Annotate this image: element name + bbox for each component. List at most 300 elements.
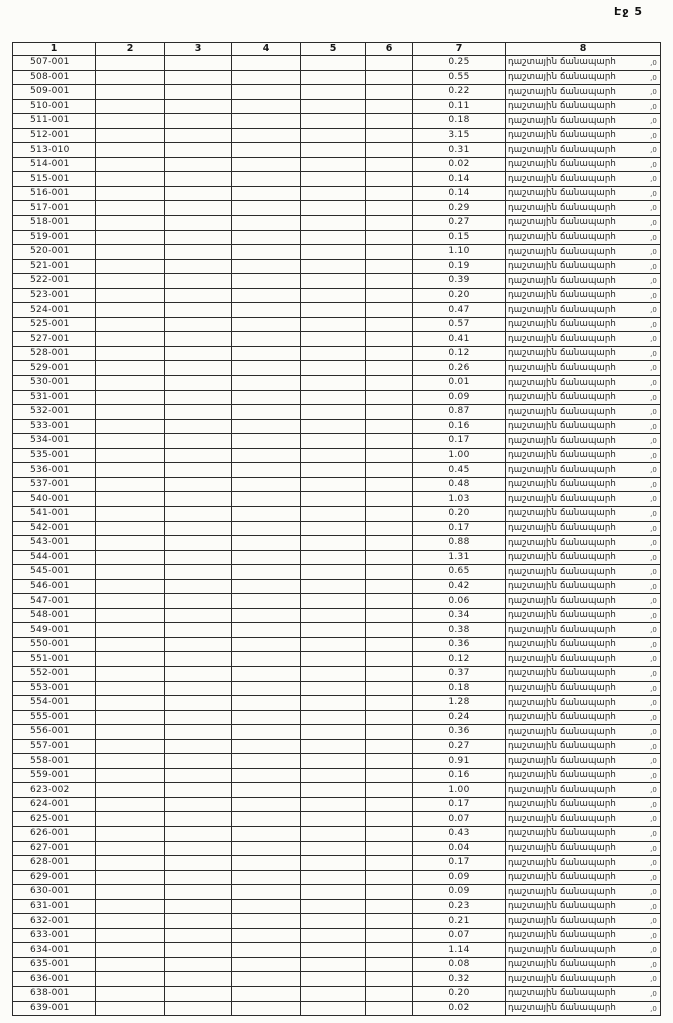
empty-cell [96, 157, 165, 172]
empty-cell [165, 666, 232, 681]
row-code: 545-001 [13, 565, 96, 580]
column-header-5: 5 [301, 43, 366, 56]
row-description-text: դաշտային ճանապարհ [508, 450, 616, 461]
empty-cell [301, 157, 366, 172]
table-row [13, 128, 661, 143]
empty-cell [366, 899, 413, 914]
row-suffix-mark: ,0 [650, 829, 657, 838]
empty-cell [232, 506, 301, 521]
column-header-1: 1 [13, 43, 96, 56]
empty-cell [232, 85, 301, 100]
empty-cell [366, 56, 413, 71]
row-suffix-mark: ,0 [650, 117, 657, 126]
row-code: 554-001 [13, 696, 96, 711]
row-value: 0.07 [413, 928, 506, 943]
empty-cell [366, 230, 413, 245]
empty-cell [96, 783, 165, 798]
table-row [13, 623, 661, 638]
row-code: 517-001 [13, 201, 96, 216]
row-suffix-mark: ,0 [650, 131, 657, 140]
empty-cell [232, 652, 301, 667]
empty-cell [232, 288, 301, 303]
table-row [13, 826, 661, 841]
empty-cell [301, 346, 366, 361]
row-code: 515-001 [13, 172, 96, 187]
row-description [506, 216, 661, 231]
row-value: 1.00 [413, 783, 506, 798]
table-row [13, 696, 661, 711]
empty-cell [366, 594, 413, 609]
empty-cell [366, 288, 413, 303]
row-code: 533-001 [13, 419, 96, 434]
empty-cell [165, 914, 232, 929]
row-suffix-mark: ,0 [650, 393, 657, 402]
row-value: 0.27 [413, 739, 506, 754]
empty-cell [366, 987, 413, 1002]
row-suffix-mark: ,0 [650, 233, 657, 242]
row-description-text: դաշտային ճանապարհ [508, 493, 616, 504]
empty-cell [301, 594, 366, 609]
empty-cell [96, 216, 165, 231]
table-row [13, 85, 661, 100]
row-description-text: դաշտային ճանապարհ [508, 522, 616, 533]
table-row [13, 885, 661, 900]
row-code: 535-001 [13, 448, 96, 463]
empty-cell [96, 899, 165, 914]
empty-cell [232, 157, 301, 172]
table-row [13, 230, 661, 245]
row-description [506, 477, 661, 492]
row-code: 528-001 [13, 346, 96, 361]
data-table [12, 42, 661, 1016]
empty-cell [301, 259, 366, 274]
row-code: 635-001 [13, 957, 96, 972]
row-value: 0.21 [413, 914, 506, 929]
row-code: 638-001 [13, 987, 96, 1002]
row-description-text: դաշտային ճանապարհ [508, 741, 616, 752]
row-suffix-mark: ,0 [650, 888, 657, 897]
empty-cell [165, 594, 232, 609]
row-value: 0.14 [413, 186, 506, 201]
empty-cell [96, 914, 165, 929]
row-code: 532-001 [13, 405, 96, 420]
empty-cell [165, 768, 232, 783]
row-description-text: դաշտային ճանապարհ [508, 333, 616, 344]
empty-cell [165, 463, 232, 478]
row-suffix-mark: ,0 [650, 408, 657, 417]
row-suffix-mark: ,0 [650, 844, 657, 853]
empty-cell [366, 957, 413, 972]
empty-cell [96, 652, 165, 667]
row-description-text: դաշտային ճանապարհ [508, 581, 616, 592]
row-description-text: դաշտային ճանապարհ [508, 712, 616, 723]
row-suffix-mark: ,0 [650, 219, 657, 228]
table-row [13, 506, 661, 521]
empty-cell [366, 419, 413, 434]
table-row [13, 652, 661, 667]
row-code: 636-001 [13, 972, 96, 987]
empty-cell [366, 812, 413, 827]
empty-cell [301, 448, 366, 463]
empty-cell [366, 652, 413, 667]
row-suffix-mark: ,0 [650, 568, 657, 577]
row-value: 0.26 [413, 361, 506, 376]
row-code: 626-001 [13, 826, 96, 841]
row-description [506, 826, 661, 841]
empty-cell [96, 346, 165, 361]
table-row [13, 274, 661, 289]
empty-cell [165, 623, 232, 638]
row-description-text: դաշտային ճանապարհ [508, 479, 616, 490]
row-code: 527-001 [13, 332, 96, 347]
empty-cell [301, 710, 366, 725]
table-row [13, 346, 661, 361]
row-description-text: դաշտային ճանապարհ [508, 886, 616, 897]
row-suffix-mark: ,0 [650, 364, 657, 373]
empty-cell [165, 739, 232, 754]
empty-cell [366, 928, 413, 943]
empty-cell [301, 172, 366, 187]
empty-cell [366, 303, 413, 318]
row-suffix-mark: ,0 [650, 146, 657, 155]
empty-cell [165, 899, 232, 914]
row-value: 0.06 [413, 594, 506, 609]
table-row [13, 114, 661, 129]
empty-cell [301, 390, 366, 405]
row-value: 1.10 [413, 245, 506, 260]
row-description [506, 70, 661, 85]
row-suffix-mark: ,0 [650, 480, 657, 489]
empty-cell [232, 390, 301, 405]
empty-cell [301, 870, 366, 885]
empty-cell [165, 114, 232, 129]
empty-cell [232, 870, 301, 885]
table-row [13, 943, 661, 958]
empty-cell [301, 768, 366, 783]
row-description-text: դաշտային ճանապարհ [508, 261, 616, 272]
empty-cell [366, 492, 413, 507]
row-description [506, 928, 661, 943]
table-row [13, 856, 661, 871]
empty-cell [301, 114, 366, 129]
table-row [13, 157, 661, 172]
empty-cell [96, 332, 165, 347]
row-suffix-mark: ,0 [650, 626, 657, 635]
row-suffix-mark: ,0 [650, 422, 657, 431]
table-row [13, 637, 661, 652]
row-suffix-mark: ,0 [650, 306, 657, 315]
row-code: 541-001 [13, 506, 96, 521]
empty-cell [232, 492, 301, 507]
empty-cell [96, 186, 165, 201]
empty-cell [232, 274, 301, 289]
column-header-3: 3 [165, 43, 232, 56]
empty-cell [165, 754, 232, 769]
empty-cell [232, 768, 301, 783]
empty-cell [96, 143, 165, 158]
row-description-text: դաշտային ճանապարհ [508, 188, 616, 199]
empty-cell [232, 565, 301, 580]
empty-cell [301, 739, 366, 754]
empty-cell [165, 652, 232, 667]
empty-cell [96, 885, 165, 900]
row-suffix-mark: ,0 [650, 990, 657, 998]
empty-cell [366, 797, 413, 812]
row-description [506, 652, 661, 667]
empty-cell [232, 521, 301, 536]
row-suffix-mark: ,0 [650, 975, 657, 984]
row-description-text: դաշտային ճանապարհ [508, 915, 616, 926]
row-description-text: դաշտային ճանապարհ [508, 290, 616, 301]
row-suffix-mark: ,0 [650, 524, 657, 533]
empty-cell [96, 274, 165, 289]
row-code: 552-001 [13, 666, 96, 681]
empty-cell [232, 230, 301, 245]
empty-cell [366, 434, 413, 449]
row-description [506, 492, 661, 507]
empty-cell [232, 608, 301, 623]
empty-cell [165, 99, 232, 114]
empty-cell [165, 797, 232, 812]
empty-cell [366, 565, 413, 580]
row-value: 0.55 [413, 70, 506, 85]
empty-cell [301, 521, 366, 536]
row-value: 0.19 [413, 259, 506, 274]
table-row [13, 492, 661, 507]
row-code: 625-001 [13, 812, 96, 827]
empty-cell [301, 288, 366, 303]
row-value: 0.17 [413, 521, 506, 536]
row-description-text: դաշտային ճանապարհ [508, 348, 616, 359]
row-description [506, 274, 661, 289]
row-code: 628-001 [13, 856, 96, 871]
empty-cell [301, 477, 366, 492]
empty-cell [96, 85, 165, 100]
row-description-text: դաշտային ճանապարհ [508, 72, 616, 83]
row-code: 639-001 [13, 1001, 96, 1016]
row-description [506, 245, 661, 260]
row-code: 509-001 [13, 85, 96, 100]
row-code: 551-001 [13, 652, 96, 667]
page-number: Էջ 5 [614, 5, 643, 18]
row-value: 0.09 [413, 870, 506, 885]
table-row [13, 972, 661, 987]
row-description-text: դաշտային ճանապարհ [508, 406, 616, 417]
row-value: 1.31 [413, 550, 506, 565]
row-suffix-mark: ,0 [650, 699, 657, 708]
table-row [13, 419, 661, 434]
row-description [506, 448, 661, 463]
empty-cell [301, 812, 366, 827]
empty-cell [366, 783, 413, 798]
empty-cell [301, 70, 366, 85]
empty-cell [366, 274, 413, 289]
row-code: 513-010 [13, 143, 96, 158]
row-description [506, 841, 661, 856]
row-suffix-mark: ,0 [650, 800, 657, 809]
table-row [13, 521, 661, 536]
row-description [506, 346, 661, 361]
row-suffix-mark: ,0 [650, 815, 657, 824]
table-row [13, 405, 661, 420]
empty-cell [232, 114, 301, 129]
row-description [506, 288, 661, 303]
empty-cell [96, 623, 165, 638]
empty-cell [366, 85, 413, 100]
row-suffix-mark: ,0 [650, 873, 657, 882]
empty-cell [165, 434, 232, 449]
row-code: 630-001 [13, 885, 96, 900]
empty-cell [301, 928, 366, 943]
row-value: 0.14 [413, 172, 506, 187]
row-value: 0.47 [413, 303, 506, 318]
empty-cell [96, 506, 165, 521]
row-description [506, 521, 661, 536]
row-suffix-mark: ,0 [650, 611, 657, 620]
table-row [13, 870, 661, 885]
row-description [506, 623, 661, 638]
table-row [13, 957, 661, 972]
row-code: 534-001 [13, 434, 96, 449]
row-description [506, 143, 661, 158]
empty-cell [96, 841, 165, 856]
row-description [506, 550, 661, 565]
empty-cell [165, 70, 232, 85]
empty-cell [165, 317, 232, 332]
empty-cell [232, 536, 301, 551]
row-description-text: դաշտային ճանապարհ [508, 784, 616, 795]
row-description-text: դաշտային ճանապարհ [508, 232, 616, 243]
row-value: 0.31 [413, 143, 506, 158]
row-description [506, 579, 661, 594]
empty-cell [232, 550, 301, 565]
row-description-text: դաշտային ճանապարհ [508, 930, 616, 941]
row-description [506, 885, 661, 900]
empty-cell [96, 739, 165, 754]
row-value: 0.27 [413, 216, 506, 231]
empty-cell [366, 376, 413, 391]
row-value: 0.15 [413, 230, 506, 245]
empty-cell [96, 390, 165, 405]
table-row [13, 783, 661, 798]
row-code: 632-001 [13, 914, 96, 929]
empty-cell [301, 725, 366, 740]
empty-cell [96, 114, 165, 129]
table-row [13, 186, 661, 201]
row-description-text: դաշտային ճանապարհ [508, 552, 616, 563]
empty-cell [96, 172, 165, 187]
row-value: 0.88 [413, 536, 506, 551]
empty-cell [96, 259, 165, 274]
row-description-text: դաշտային ճանապարհ [508, 421, 616, 432]
row-code: 524-001 [13, 303, 96, 318]
row-description-text: դաշտային ճանապարհ [508, 566, 616, 577]
empty-cell [96, 99, 165, 114]
table-row [13, 565, 661, 580]
row-value: 0.36 [413, 637, 506, 652]
column-header-7: 7 [413, 43, 506, 56]
empty-cell [165, 361, 232, 376]
empty-cell [366, 550, 413, 565]
empty-cell [301, 972, 366, 987]
row-value: 0.22 [413, 85, 506, 100]
empty-cell [165, 725, 232, 740]
empty-cell [96, 492, 165, 507]
empty-cell [165, 157, 232, 172]
empty-cell [301, 579, 366, 594]
empty-cell [232, 172, 301, 187]
row-description-text: դաշտային ճանապարհ [508, 755, 616, 766]
row-description [506, 317, 661, 332]
empty-cell [96, 405, 165, 420]
empty-cell [165, 579, 232, 594]
empty-cell [165, 143, 232, 158]
empty-cell [301, 419, 366, 434]
empty-cell [301, 85, 366, 100]
column-header-8: 8 [506, 43, 661, 56]
empty-cell [232, 245, 301, 260]
row-description [506, 957, 661, 972]
empty-cell [96, 637, 165, 652]
empty-cell [366, 245, 413, 260]
empty-cell [301, 957, 366, 972]
empty-cell [165, 216, 232, 231]
row-description-text: դաշտային ճանապարհ [508, 86, 616, 97]
empty-cell [301, 143, 366, 158]
row-description-text: դաշտային ճանապարհ [508, 843, 616, 853]
empty-cell [232, 186, 301, 201]
empty-cell [232, 826, 301, 841]
empty-cell [366, 157, 413, 172]
row-description [506, 725, 661, 740]
table-row [13, 477, 661, 492]
row-suffix-mark: ,0 [650, 946, 657, 955]
empty-cell [232, 303, 301, 318]
row-code: 555-001 [13, 710, 96, 725]
table-row [13, 332, 661, 347]
row-description [506, 899, 661, 914]
row-code: 553-001 [13, 681, 96, 696]
table-row [13, 1001, 661, 1016]
empty-cell [366, 870, 413, 885]
empty-cell [96, 434, 165, 449]
row-value: 0.23 [413, 899, 506, 914]
empty-cell [301, 550, 366, 565]
empty-cell [301, 536, 366, 551]
empty-cell [366, 463, 413, 478]
table-row [13, 361, 661, 376]
empty-cell [301, 230, 366, 245]
empty-cell [165, 696, 232, 711]
row-code: 508-001 [13, 70, 96, 85]
table-row [13, 536, 661, 551]
table-row [13, 245, 661, 260]
empty-cell [366, 637, 413, 652]
empty-cell [232, 579, 301, 594]
row-suffix-mark: ,0 [650, 59, 657, 67]
empty-cell [232, 477, 301, 492]
row-suffix-mark: ,0 [650, 582, 657, 591]
table-row [13, 143, 661, 158]
row-suffix-mark: ,0 [650, 902, 657, 911]
row-suffix-mark: ,0 [650, 160, 657, 169]
empty-cell [96, 696, 165, 711]
empty-cell [96, 870, 165, 885]
empty-cell [96, 987, 165, 1002]
empty-cell [301, 885, 366, 900]
table-row [13, 812, 661, 827]
row-value: 0.16 [413, 419, 506, 434]
